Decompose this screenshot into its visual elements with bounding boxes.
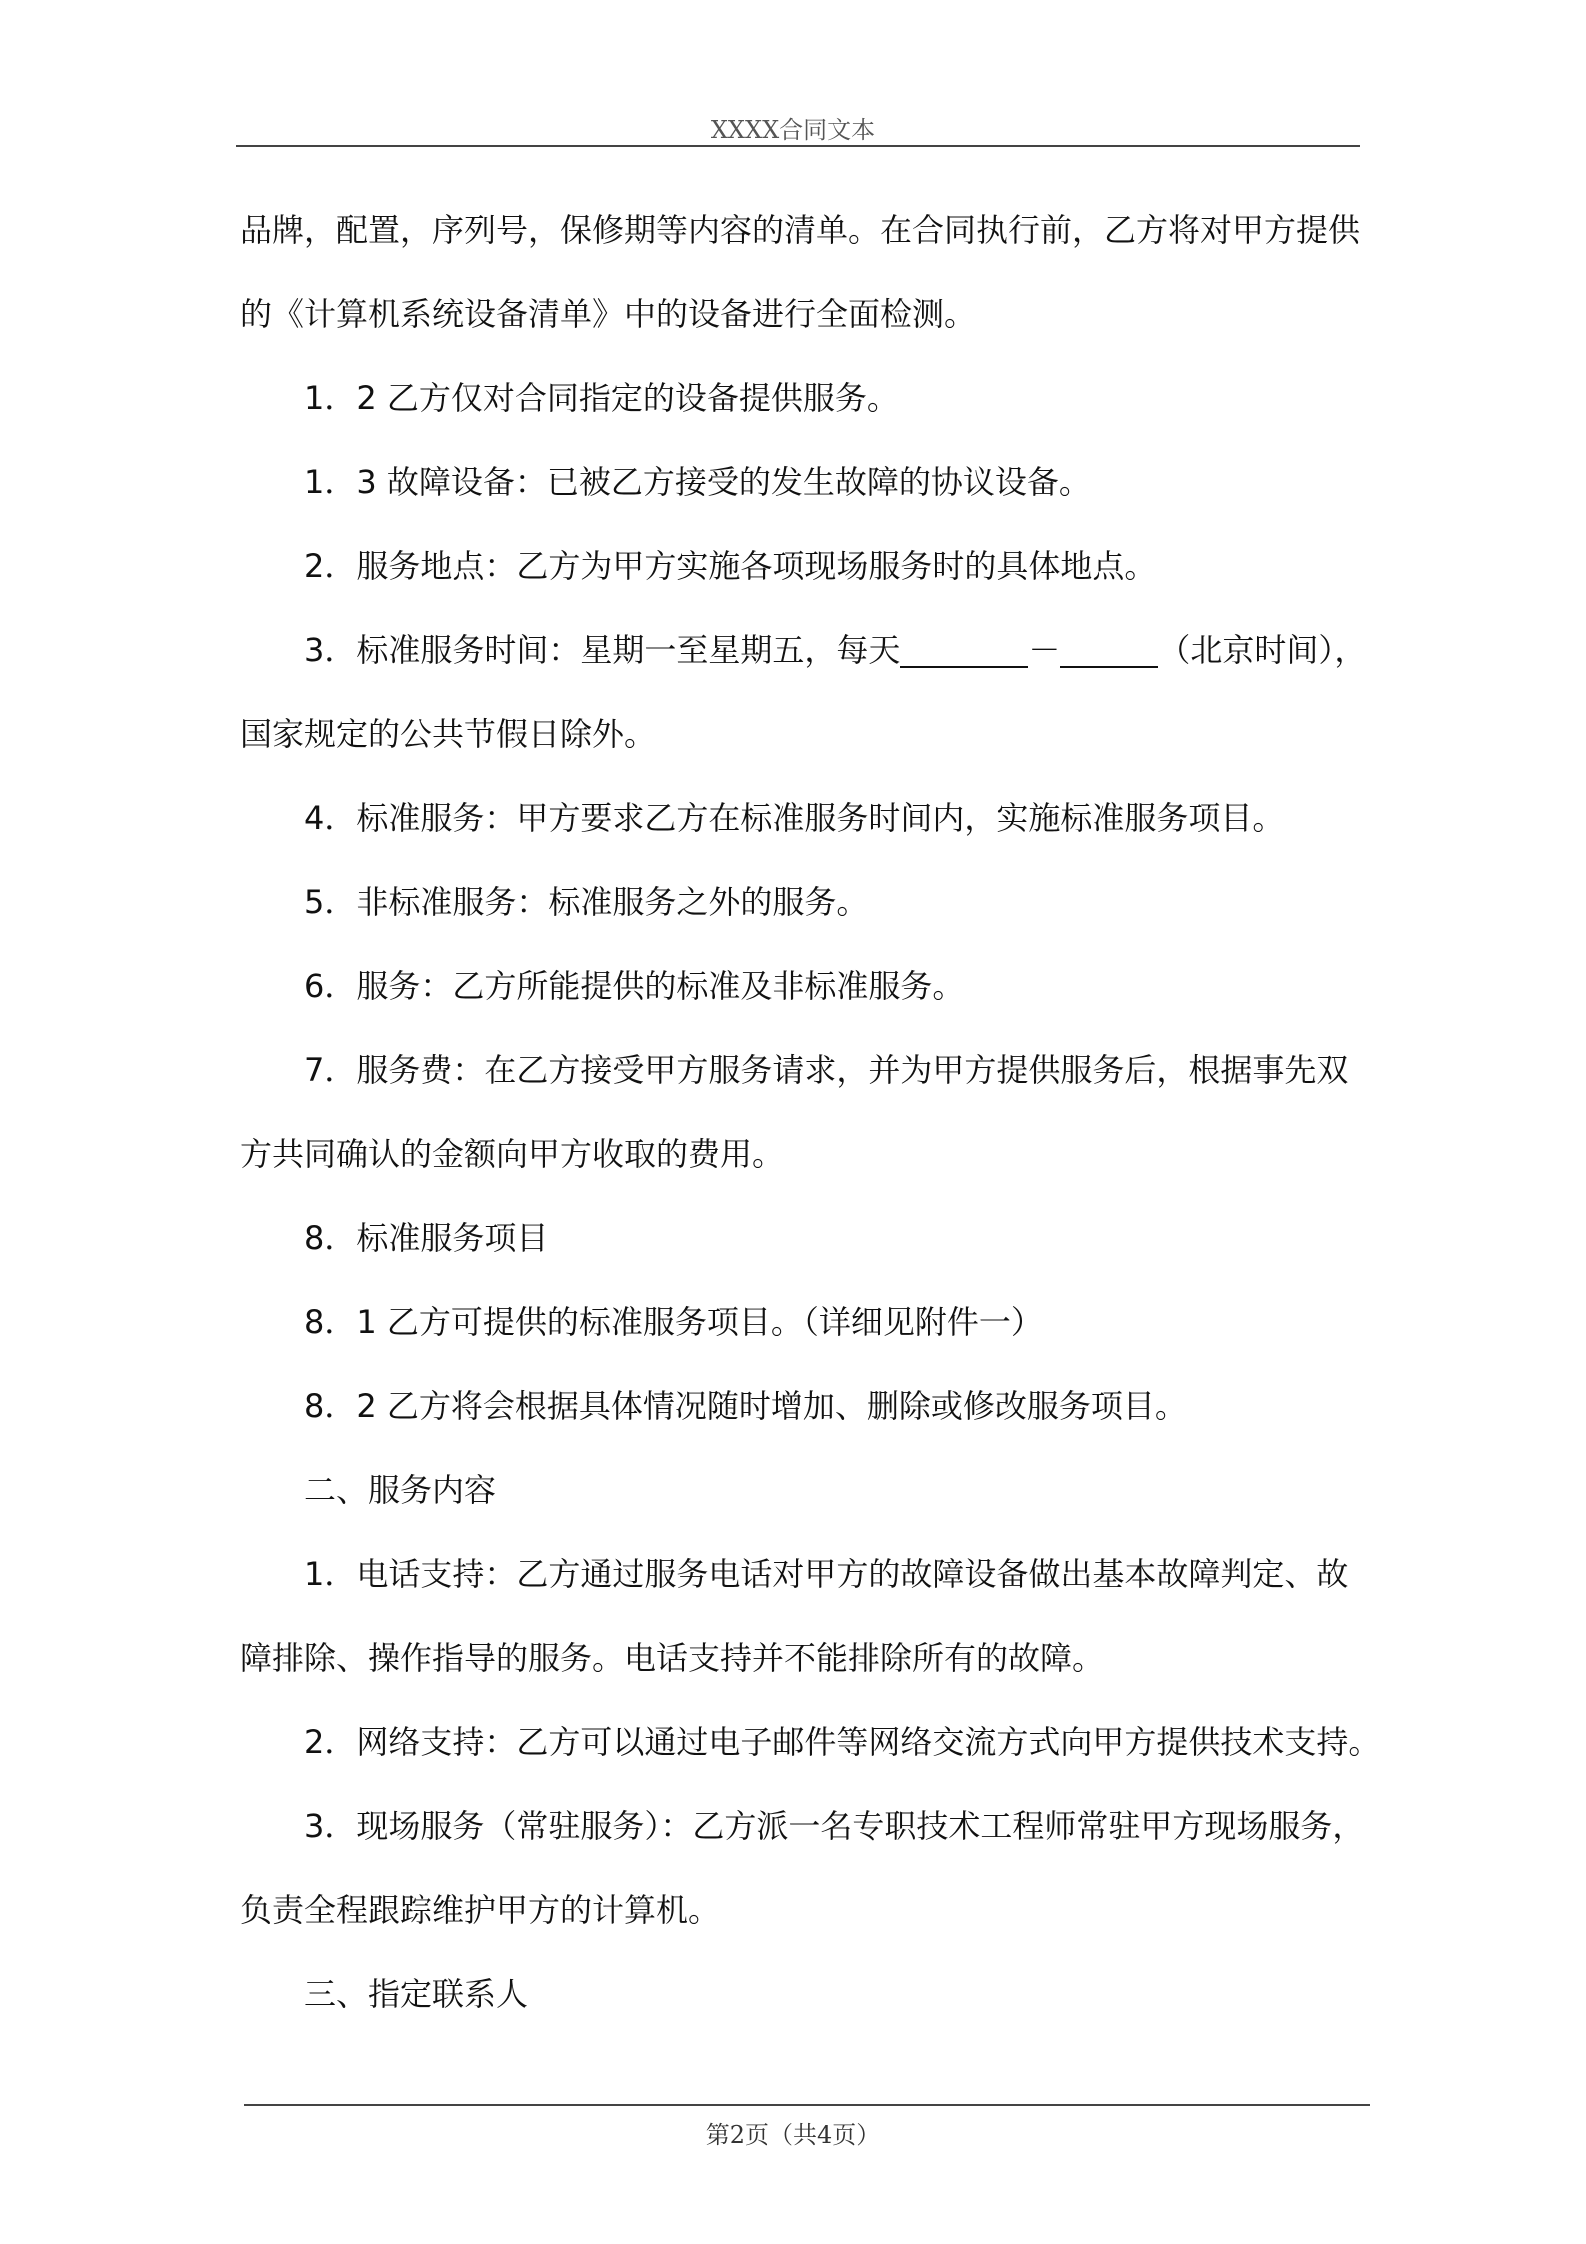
clause-3 [240,620,1370,704]
clause-3-text-before: 3．标准服务时间：星期一至星期五，每天 [304,631,901,669]
clause-5: 5．非标准服务：标准服务之外的服务。 [304,883,869,921]
clause-8-1: 8．1 乙方可提供的标准服务项目。（详细见附件一） [304,1303,1043,1341]
service-3-onsite-service: 3．现场服务（常驻服务）：乙方派一名专职技术工程师常驻甲方现场服务， [304,1807,1365,1845]
start-time-blank [900,626,1028,668]
paragraph-line: 国家规定的公共节假日除外。 [240,715,657,753]
clause-2: 2．服务地点：乙方为甲方实施各项现场服务时的具体地点。 [304,547,1157,585]
paragraph-line: 障排除、操作指导的服务。电话支持并不能排除所有的故障。 [240,1639,1105,1677]
clause-8: 8．标准服务项目 [304,1219,549,1257]
document-body [240,200,1381,2048]
clause-4: 4．标准服务：甲方要求乙方在标准服务时间内，实施标准服务项目。 [304,799,1285,837]
paragraph-line: 品牌，配置，序列号，保修期等内容的清单。在合同执行前，乙方将对甲方提供 [240,211,1361,249]
service-2-network-support: 2．网络支持：乙方可以通过电子邮件等网络交流方式向甲方提供技术支持。 [304,1723,1381,1761]
clause-3-text-after: （北京时间）， [1158,631,1367,669]
page-header-title: XXXX合同文本 [710,116,876,144]
time-range-dash: － [1028,631,1061,669]
clause-8-2: 8．2 乙方将会根据具体情况随时增加、删除或修改服务项目。 [304,1387,1187,1425]
section-heading-contact-person: 三、指定联系人 [304,1975,529,2013]
end-time-blank [1060,626,1158,668]
header-divider [236,145,1360,147]
clause-6: 6．服务：乙方所能提供的标准及非标准服务。 [304,967,965,1005]
service-1-phone-support: 1．电话支持：乙方通过服务电话对甲方的故障设备做出基本故障判定、故 [304,1555,1349,1593]
paragraph-line: 的《计算机系统设备清单》中的设备进行全面检测。 [240,295,977,333]
clause-1-3: 1．3 故障设备：已被乙方接受的发生故障的协议设备。 [304,463,1091,501]
clause-7: 7．服务费：在乙方接受甲方服务请求，并为甲方提供服务后，根据事先双 [304,1051,1349,1089]
paragraph-line: 方共同确认的金额向甲方收取的费用。 [240,1135,785,1173]
page-number: 第2页（共4页） [705,2121,881,2149]
footer-divider [244,2104,1370,2106]
paragraph-line: 负责全程跟踪维护甲方的计算机。 [240,1891,721,1929]
section-heading-service-content: 二、服务内容 [304,1471,497,1509]
clause-1-2: 1．2 乙方仅对合同指定的设备提供服务。 [304,379,899,417]
